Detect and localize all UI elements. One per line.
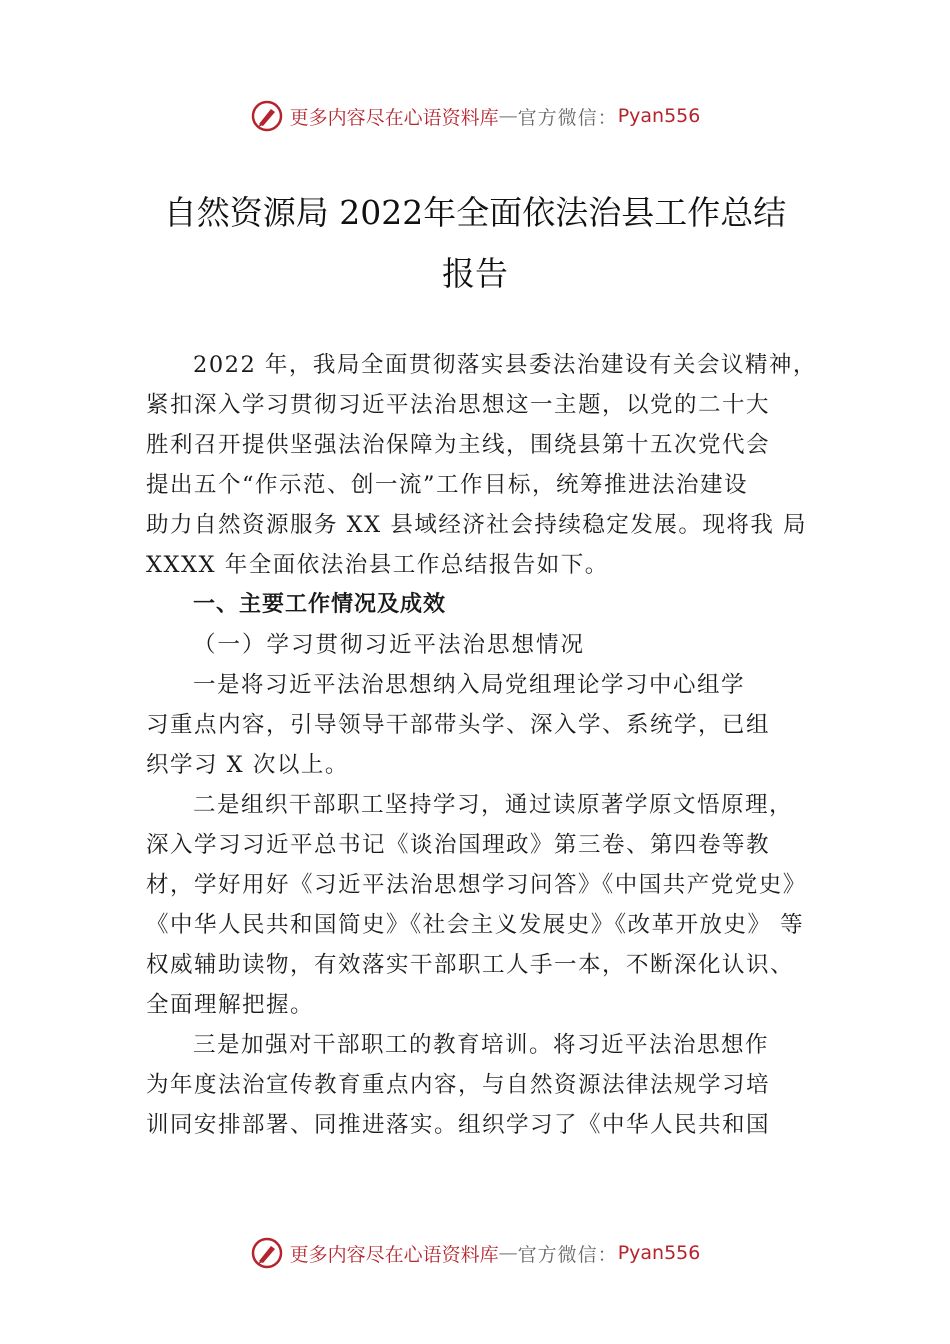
- document-title-line2: 报告: [442, 254, 508, 293]
- text-line: 胜利召开提供坚强法治保障为主线，围绕县第十五次党代会: [146, 432, 771, 458]
- document-title-line1: 自然资源局 2022年全面依法治县工作总结: [163, 193, 787, 232]
- paragraph-item-1: [146, 665, 826, 785]
- text-line: 二是组织干部职工坚持学习，通过读原著学原文悟原理，: [193, 792, 794, 818]
- pen-circle-icon: [250, 99, 284, 133]
- text-line: 一是将习近平法治思想纳入局党组理论学习中心组学: [193, 672, 746, 698]
- text-line: 材，学好用好《习近平法治思想学习问答》《中国共产党党史》: [146, 872, 807, 898]
- text-line: XXXX 年全面依法治县工作总结报告如下。: [146, 552, 609, 578]
- watermark-wechat-label: 官方微信：: [517, 106, 618, 129]
- watermark-wechat-id: Pyan556: [617, 1242, 701, 1264]
- watermark-separator: —: [498, 1242, 518, 1264]
- text-line: 训同安排部署、同推进落实。组织学习了《中华人民共和国: [146, 1112, 771, 1138]
- text-line: 三是加强对干部职工的教育培训。将习近平法治思想作: [193, 1032, 770, 1058]
- watermark-separator: —: [498, 105, 518, 127]
- text-line: 深入学习习近平总书记《谈治国理政》第三卷、第四卷等教: [146, 832, 771, 858]
- watermark-banner-top: [0, 96, 950, 136]
- watermark-text: 更多内容尽在心语资料库: [289, 1243, 499, 1266]
- text-line: 为年度法治宣传教育重点内容，与自然资源法律法规学习培: [146, 1072, 771, 1098]
- watermark-wechat-id: Pyan556: [617, 105, 701, 127]
- paragraph-item-3: [146, 1025, 826, 1145]
- section-heading: 一、主要工作情况及成效: [193, 592, 447, 617]
- text-line: 2022 年，我局全面贯彻落实县委法治建设有关会议精神，: [193, 352, 817, 378]
- text-line: 全面理解把握。: [146, 992, 315, 1018]
- watermark-text: 更多内容尽在心语资料库: [289, 106, 499, 129]
- watermark-wechat-label: 官方微信：: [517, 1243, 618, 1266]
- pen-circle-icon: [250, 1236, 284, 1270]
- paragraph-intro: [146, 345, 826, 585]
- subsection-heading: （一）学习贯彻习近平法治思想情况: [193, 632, 586, 658]
- document-body: [146, 345, 826, 1145]
- text-line: 助力自然资源服务 XX 县域经济社会持续稳定发展。现将我 局: [146, 512, 807, 538]
- text-line: 习重点内容，引导领导干部带头学、深入学、系统学，已组: [146, 712, 771, 738]
- watermark-banner-bottom: [0, 1233, 950, 1273]
- text-line: 提出五个“作示范、创一流”工作目标，统筹推进法治建设: [146, 472, 749, 498]
- text-line: 《中华人民共和国简史》《社会主义发展史》《改革开放史》 等: [146, 912, 805, 938]
- text-line: 织学习 X 次以上。: [146, 752, 349, 778]
- text-line: 权威辅助读物，有效落实干部职工人手一本，不断深化认识、: [146, 952, 795, 978]
- text-line: 紧扣深入学习贯彻习近平法治思想这一主题，以党的二十大: [146, 392, 771, 418]
- paragraph-item-2: [146, 785, 826, 1025]
